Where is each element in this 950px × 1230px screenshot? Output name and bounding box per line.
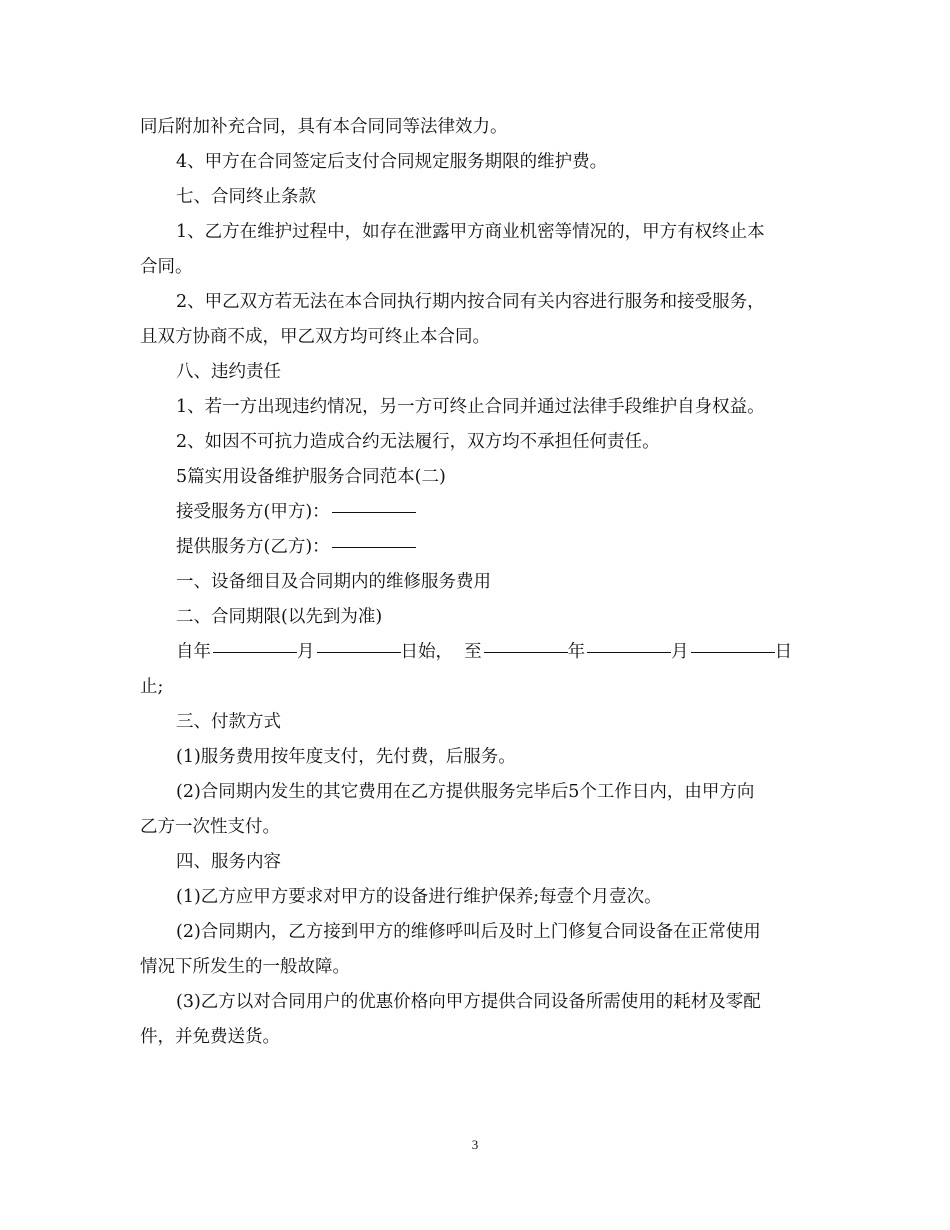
page-number: 3 bbox=[471, 1137, 479, 1152]
date-blank bbox=[484, 651, 568, 653]
paragraph-line: 1、若一方出现违约情况，另一方可终止合同并通过法律手段维护自身权益。 bbox=[176, 397, 765, 417]
date-blank bbox=[691, 651, 775, 653]
paragraph-line: (3)乙方以对合同用户的优惠价格向甲方提供合同设备所需使用的耗材及零配 bbox=[176, 992, 761, 1012]
paragraph-line: (1)服务费用按年度支付，先付费，后服务。 bbox=[176, 747, 516, 767]
paragraph-line: 2、甲乙双方若无法在本合同执行期内按合同有关内容进行服务和接受服务， bbox=[176, 292, 765, 312]
section-heading: 四、服务内容 bbox=[176, 852, 281, 872]
date-blank bbox=[587, 651, 671, 653]
party-a-line bbox=[140, 495, 804, 530]
date-text: 至 bbox=[464, 642, 482, 662]
date-range-line bbox=[140, 635, 804, 670]
paragraph-line: (2)合同期内，乙方接到甲方的维修呼叫后及时上门修复合同设备在正常使用 bbox=[176, 922, 761, 942]
paragraph-line: 件，并免费送货。 bbox=[140, 1027, 280, 1047]
party-b-blank bbox=[332, 546, 416, 548]
section-heading: 七、合同终止条款 bbox=[176, 187, 316, 207]
party-b-line bbox=[140, 530, 804, 565]
date-text: 日始， bbox=[400, 642, 453, 662]
date-text: 年 bbox=[567, 642, 586, 662]
date-blank bbox=[317, 651, 401, 653]
paragraph-line: (1)乙方应甲方要求对甲方的设备进行维护保养;每壹个月壹次。 bbox=[176, 887, 662, 907]
paragraph-line: 同后附加补充合同，具有本合同同等法律效力。 bbox=[140, 117, 508, 137]
paragraph-line: (2)合同期内发生的其它费用在乙方提供服务完毕后5个工作日内，由甲方向 bbox=[176, 782, 755, 802]
section-heading: 三、付款方式 bbox=[176, 712, 281, 732]
date-text: 月 bbox=[671, 642, 689, 662]
date-text: 月 bbox=[297, 642, 315, 662]
section-heading: 八、违约责任 bbox=[176, 362, 281, 382]
date-text: 日 bbox=[774, 642, 793, 662]
section-heading: 一、设备细目及合同期内的维修服务费用 bbox=[176, 572, 491, 592]
paragraph-line: 且双方协商不成，甲乙双方均可终止本合同。 bbox=[140, 327, 490, 347]
party-a-blank bbox=[332, 511, 416, 513]
document-subtitle: 5篇实用设备维护服务合同范本(二) bbox=[176, 467, 446, 487]
paragraph-line: 止; bbox=[140, 677, 164, 697]
party-a-label: 接受服务方(甲方)： bbox=[176, 502, 330, 522]
date-text: 自年 bbox=[176, 642, 211, 662]
paragraph-line: 情况下所发生的一般故障。 bbox=[140, 957, 350, 977]
paragraph-line: 2、如因不可抗力造成合约无法履行，双方均不承担任何责任。 bbox=[176, 432, 660, 452]
paragraph-line: 合同。 bbox=[140, 257, 193, 277]
section-heading: 二、合同期限(以先到为准) bbox=[176, 607, 383, 627]
document-body bbox=[140, 110, 804, 1055]
date-blank bbox=[213, 651, 297, 653]
paragraph-line: 4、甲方在合同签定后支付合同规定服务期限的维护费。 bbox=[176, 152, 608, 172]
party-b-label: 提供服务方(乙方)： bbox=[176, 537, 330, 557]
paragraph-line: 1、乙方在维护过程中，如存在泄露甲方商业机密等情况的，甲方有权终止本 bbox=[176, 222, 765, 242]
paragraph-line: 乙方一次性支付。 bbox=[140, 817, 280, 837]
